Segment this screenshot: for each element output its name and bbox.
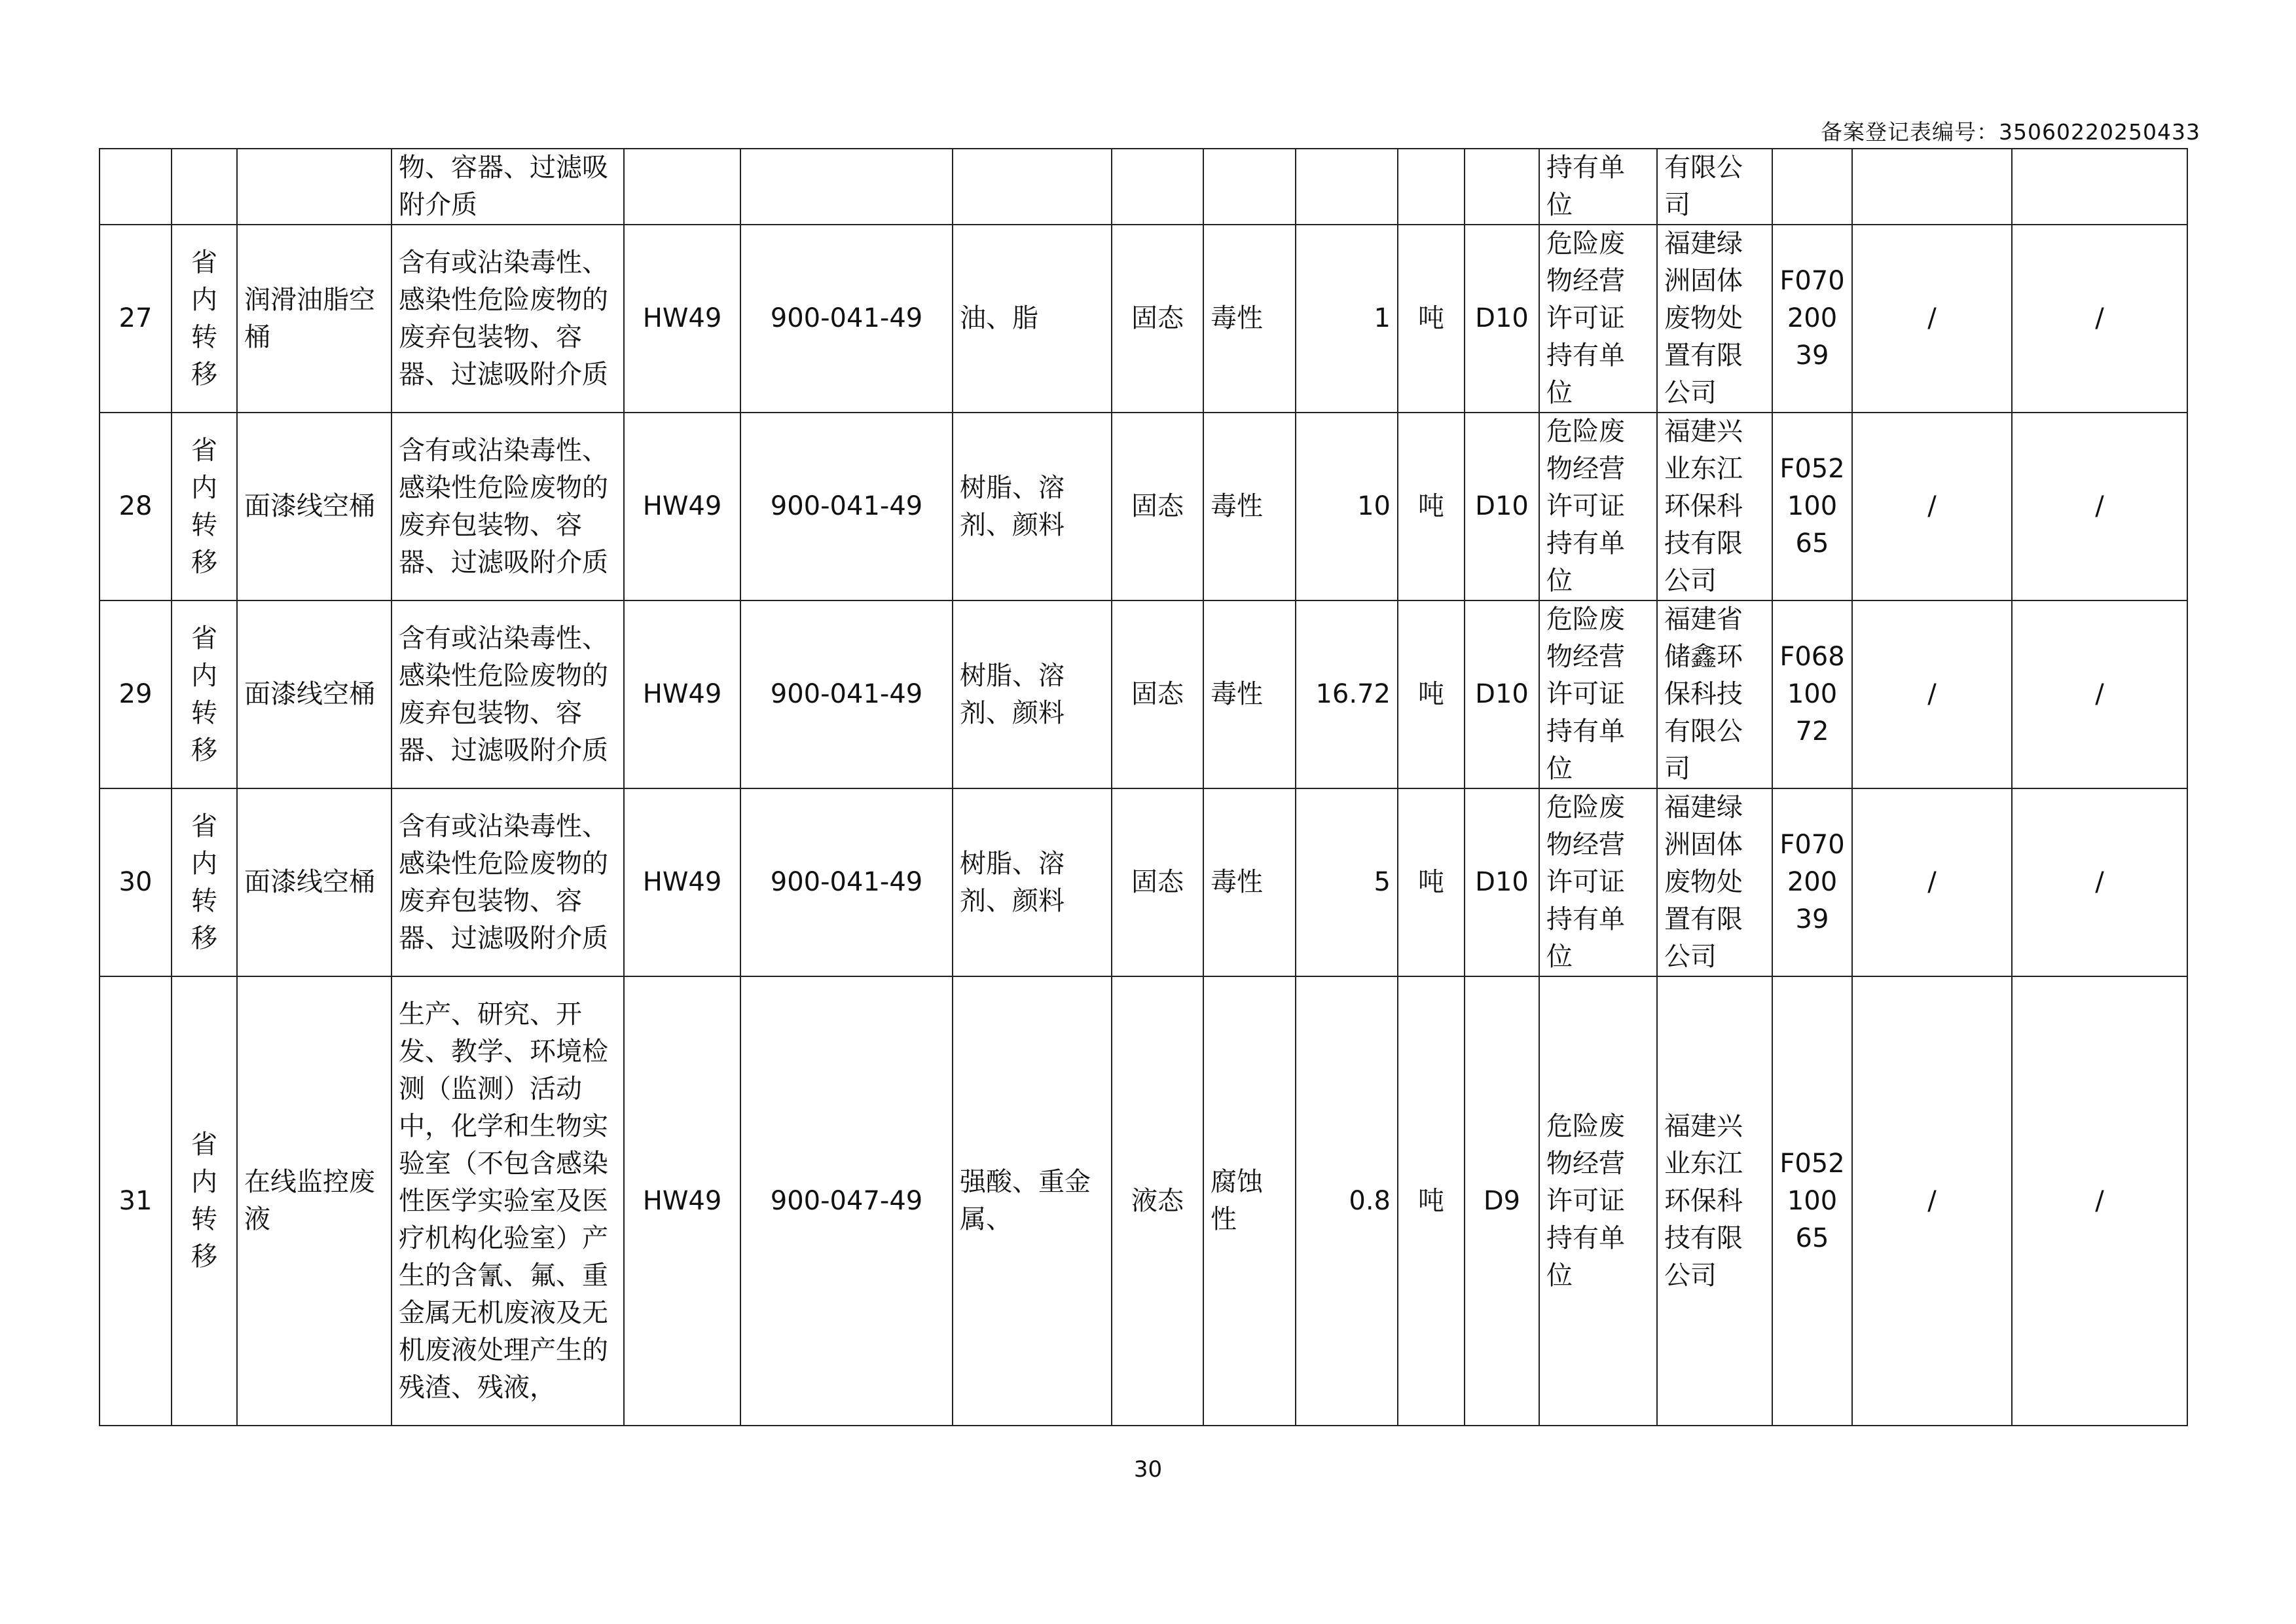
cell-receiver: 福建兴业东江环保科技有限公司 (1657, 413, 1772, 600)
transfer-type-text: 省内转移 (191, 811, 217, 953)
cell-category: HW49 (624, 225, 740, 413)
table-row (100, 976, 2187, 1426)
transfer-type-text: 省内转移 (191, 1130, 217, 1272)
cell-waste-name: 面漆线空桶 (237, 600, 392, 788)
cell-empty (1398, 149, 1465, 225)
cell-receiver: 福建兴业东江环保科技有限公司 (1657, 976, 1772, 1426)
cell-form: 固态 (1112, 600, 1203, 788)
table-row (100, 600, 2187, 788)
cell-receiver: 有限公司 (1657, 149, 1772, 225)
cell-unit: 吨 (1398, 976, 1465, 1426)
cell-transfer-type (172, 225, 237, 413)
cell-empty (2012, 149, 2187, 225)
transfer-type-text: 省内转移 (191, 623, 217, 766)
cell-slash: / (1852, 225, 2012, 413)
cell-transfer-type (172, 788, 237, 976)
cell-index: 28 (100, 413, 172, 600)
cell-slash: / (2012, 600, 2187, 788)
page-number: 30 (1133, 1456, 1163, 1483)
cell-empty (1465, 149, 1539, 225)
cell-transfer-type (172, 600, 237, 788)
cell-slash: / (2012, 413, 2187, 600)
cell-license-no: F05210065 (1772, 976, 1852, 1426)
cell-permit-type: 危险废物经营许可证持有单位 (1539, 976, 1657, 1426)
cell-category: HW49 (624, 976, 740, 1426)
cell-waste-name: 在线监控废液 (237, 976, 392, 1426)
cell-permit-type: 危险废物经营许可证持有单位 (1539, 413, 1657, 600)
cell-slash: / (1852, 413, 2012, 600)
cell-waste-code: 900-041-49 (740, 225, 953, 413)
cell-form: 固态 (1112, 413, 1203, 600)
cell-quantity: 0.8 (1296, 976, 1398, 1426)
cell-transfer-type (172, 413, 237, 600)
cell-index: 31 (100, 976, 172, 1426)
cell-empty (1772, 149, 1852, 225)
cell-empty (1203, 149, 1296, 225)
transfer-type-text: 省内转移 (191, 247, 217, 390)
cell-permit-type: 危险废物经营许可证持有单位 (1539, 225, 1657, 413)
cell-disposal-method: D10 (1465, 225, 1539, 413)
cell-slash: / (1852, 788, 2012, 976)
cell-description: 含有或沾染毒性、感染性危险废物的废弃包装物、容器、过滤吸附介质 (392, 413, 624, 600)
cell-permit-type: 持有单位 (1539, 149, 1657, 225)
cell-form: 液态 (1112, 976, 1203, 1426)
cell-empty (740, 149, 953, 225)
cell-empty (624, 149, 740, 225)
cell-waste-code: 900-041-49 (740, 600, 953, 788)
cell-waste-code: 900-041-49 (740, 413, 953, 600)
cell-empty (953, 149, 1112, 225)
cell-hazardous-components: 油、脂 (953, 225, 1112, 413)
cell-disposal-method: D10 (1465, 600, 1539, 788)
cell-receiver: 福建绿洲固体废物处置有限公司 (1657, 788, 1772, 976)
continuation-row (100, 149, 2187, 225)
transfer-type-text: 省内转移 (191, 435, 217, 578)
cell-waste-name: 面漆线空桶 (237, 413, 392, 600)
hazardous-waste-table (99, 148, 2188, 1426)
cell-empty (100, 149, 172, 225)
cell-transfer-type (172, 976, 237, 1426)
table-row (100, 788, 2187, 976)
cell-category: HW49 (624, 413, 740, 600)
table-body (100, 149, 2187, 1426)
table-row (100, 413, 2187, 600)
cell-category: HW49 (624, 788, 740, 976)
cell-quantity: 5 (1296, 788, 1398, 976)
cell-unit: 吨 (1398, 413, 1465, 600)
cell-receiver: 福建省储鑫环保科技有限公司 (1657, 600, 1772, 788)
cell-empty (1852, 149, 2012, 225)
cell-permit-type: 危险废物经营许可证持有单位 (1539, 788, 1657, 976)
cell-disposal-method: D10 (1465, 788, 1539, 976)
cell-permit-type: 危险废物经营许可证持有单位 (1539, 600, 1657, 788)
cell-waste-code: 900-047-49 (740, 976, 953, 1426)
cell-empty (1296, 149, 1398, 225)
cell-index: 30 (100, 788, 172, 976)
table-row (100, 225, 2187, 413)
cell-unit: 吨 (1398, 225, 1465, 413)
cell-unit: 吨 (1398, 788, 1465, 976)
cell-hazardous-components: 强酸、重金属、 (953, 976, 1112, 1426)
cell-index: 29 (100, 600, 172, 788)
cell-form: 固态 (1112, 788, 1203, 976)
cell-license-no: F07020039 (1772, 225, 1852, 413)
cell-index: 27 (100, 225, 172, 413)
cell-hazard: 毒性 (1203, 413, 1296, 600)
cell-description: 含有或沾染毒性、感染性危险废物的废弃包装物、容器、过滤吸附介质 (392, 225, 624, 413)
cell-waste-name: 面漆线空桶 (237, 788, 392, 976)
cell-form: 固态 (1112, 225, 1203, 413)
cell-slash: / (1852, 600, 2012, 788)
cell-quantity: 10 (1296, 413, 1398, 600)
cell-disposal-method: D10 (1465, 413, 1539, 600)
cell-hazardous-components: 树脂、溶剂、颜料 (953, 788, 1112, 976)
cell-quantity: 1 (1296, 225, 1398, 413)
cell-category: HW49 (624, 600, 740, 788)
cell-license-no: F07020039 (1772, 788, 1852, 976)
cell-slash: / (2012, 976, 2187, 1426)
cell-hazard: 毒性 (1203, 225, 1296, 413)
cell-slash: / (1852, 976, 2012, 1426)
cell-disposal-method: D9 (1465, 976, 1539, 1426)
cell-description: 物、容器、过滤吸附介质 (392, 149, 624, 225)
cell-hazard: 腐蚀性 (1203, 976, 1296, 1426)
cell-license-no: F06810072 (1772, 600, 1852, 788)
cell-description: 生产、研究、开发、教学、环境检测（监测）活动中，化学和生物实验室（不包含感染性医学实验室及医疗机构化验室）产生的含氰、氟、重金属无机废液及无机废液处理产生的残渣、残液， (392, 976, 624, 1426)
cell-empty (237, 149, 392, 225)
cell-waste-name: 润滑油脂空桶 (237, 225, 392, 413)
cell-license-no: F05210065 (1772, 413, 1852, 600)
cell-hazardous-components: 树脂、溶剂、颜料 (953, 600, 1112, 788)
cell-empty (172, 149, 237, 225)
cell-hazard: 毒性 (1203, 600, 1296, 788)
cell-description: 含有或沾染毒性、感染性危险废物的废弃包装物、容器、过滤吸附介质 (392, 788, 624, 976)
cell-empty (1112, 149, 1203, 225)
cell-waste-code: 900-041-49 (740, 788, 953, 976)
cell-slash: / (2012, 225, 2187, 413)
cell-hazardous-components: 树脂、溶剂、颜料 (953, 413, 1112, 600)
cell-slash: / (2012, 788, 2187, 976)
cell-description: 含有或沾染毒性、感染性危险废物的废弃包装物、容器、过滤吸附介质 (392, 600, 624, 788)
cell-hazard: 毒性 (1203, 788, 1296, 976)
record-number: 备案登记表编号：35060220250433 (1821, 119, 2200, 145)
cell-unit: 吨 (1398, 600, 1465, 788)
cell-receiver: 福建绿洲固体废物处置有限公司 (1657, 225, 1772, 413)
cell-quantity: 16.72 (1296, 600, 1398, 788)
